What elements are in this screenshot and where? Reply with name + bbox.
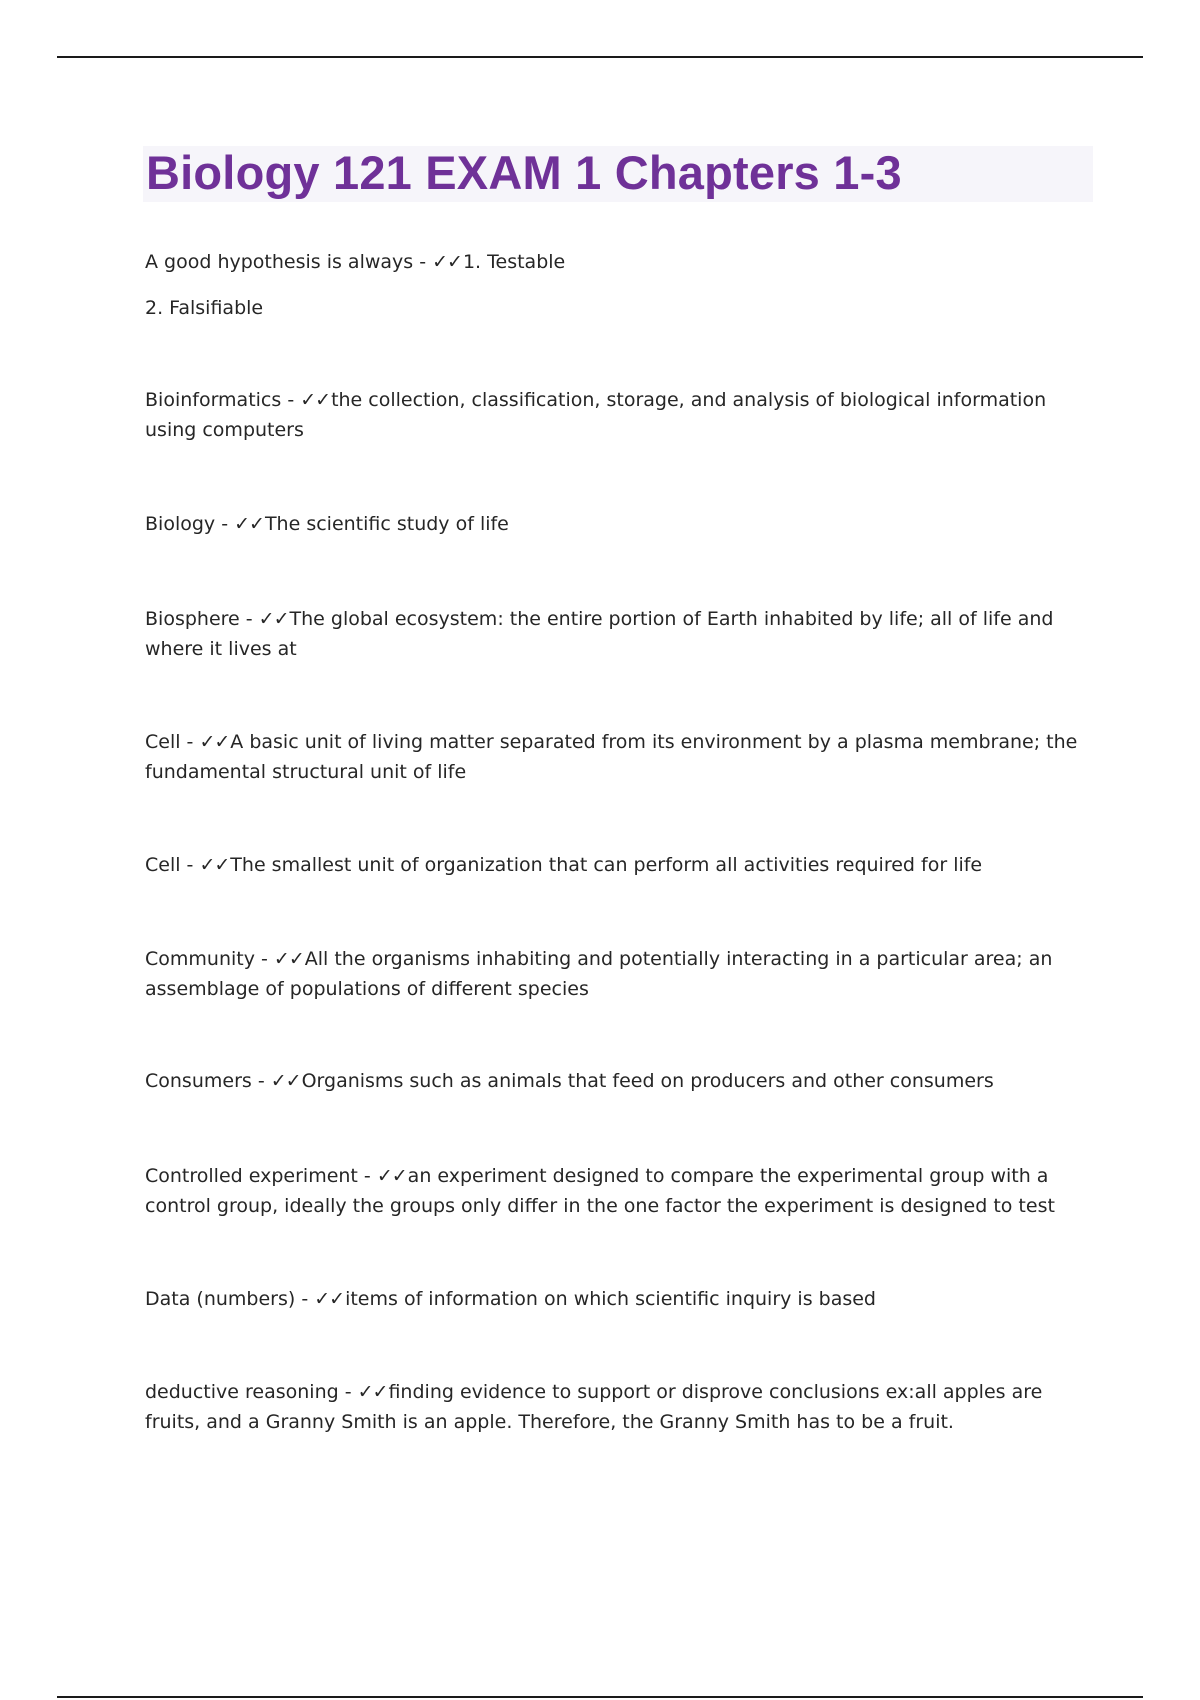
entry-definition: A basic unit of living matter separated from its environment by a plasma membrane; the fundamental structural unit of life (145, 731, 1078, 783)
check-mark-icon: ✓✓ (270, 1070, 301, 1092)
flashcard-entry (145, 1377, 1100, 1437)
entry-term: Cell (145, 854, 181, 876)
flashcard-entry (145, 509, 1100, 539)
entry-term: Biology (145, 513, 216, 535)
entry-term: Consumers (145, 1070, 252, 1092)
check-mark-icon: ✓✓ (273, 948, 304, 970)
entry-term: Cell (145, 731, 181, 753)
check-mark-icon: ✓✓ (199, 854, 230, 876)
entry-definition: All the organisms inhabiting and potentially interacting in a particular area; an assemblage of populations of different species (145, 948, 1053, 1000)
entry-definition: the collection, classification, storage, and analysis of biological information using computers (145, 389, 1047, 441)
entry-separator: - (413, 251, 433, 273)
entry-term: Data (numbers) (145, 1288, 296, 1310)
flashcard-entry (145, 1161, 1100, 1221)
entry-separator: - (180, 854, 200, 876)
entry-definition: The smallest unit of organization that can perform all activities required for life (230, 854, 983, 876)
check-mark-icon: ✓✓ (234, 513, 264, 535)
entry-term: Bioinformatics (145, 389, 282, 411)
entry-definition: The global ecosystem: the entire portion of Earth inhabited by life; all of life and where it lives at (145, 608, 1054, 660)
check-mark-icon: ✓✓ (432, 251, 462, 273)
flashcard-entry (145, 850, 1100, 880)
flashcard-entry-continuation (145, 293, 1100, 323)
entry-separator: - (215, 513, 235, 535)
flashcard-entry (145, 944, 1100, 1004)
check-mark-icon: ✓✓ (357, 1381, 388, 1403)
check-mark-icon: ✓✓ (258, 608, 289, 630)
entry-separator: - (239, 608, 259, 630)
entry-definition: finding evidence to support or disprove conclusions ex:all apples are fruits, and a Granny Smith is an apple. Therefore, the Granny Smith has to be a fruit. (145, 1381, 1043, 1433)
entry-term: A good hypothesis is always (145, 251, 414, 273)
page-title: Biology 121 EXAM 1 Chapters 1-3 (146, 146, 902, 199)
entry-definition: 1. Testable (462, 251, 566, 273)
entry-separator: - (357, 1165, 377, 1187)
check-mark-icon: ✓✓ (314, 1288, 345, 1310)
entry-term: Controlled experiment (145, 1165, 358, 1187)
entry-separator: - (251, 1070, 271, 1092)
footer-rule (57, 1696, 1143, 1698)
entry-separator: - (254, 948, 274, 970)
entry-definition: 2. Falsifiable (145, 297, 264, 319)
entry-separator: - (338, 1381, 358, 1403)
entry-term: deductive reasoning (145, 1381, 339, 1403)
entry-separator: - (281, 389, 301, 411)
entry-separator: - (295, 1288, 315, 1310)
flashcard-entry (145, 385, 1100, 445)
check-mark-icon: ✓✓ (300, 389, 331, 411)
entry-definition: items of information on which scientific inquiry is based (345, 1288, 876, 1310)
entry-term: Community (145, 948, 255, 970)
flashcard-entry (145, 1284, 1100, 1314)
flashcard-entry (145, 247, 1100, 277)
check-mark-icon: ✓✓ (376, 1165, 407, 1187)
header-rule (57, 56, 1143, 58)
entry-term: Biosphere (145, 608, 240, 630)
flashcard-entry (145, 1066, 1100, 1096)
entry-definition: an experiment designed to compare the experimental group with a control group, ideally the groups only differ in the one factor the experiment is designed to test (145, 1165, 1055, 1217)
flashcard-entry (145, 604, 1100, 664)
check-mark-icon: ✓✓ (199, 731, 230, 753)
entry-separator: - (180, 731, 200, 753)
entry-definition: The scientific study of life (264, 513, 509, 535)
flashcard-entry (145, 727, 1100, 787)
entry-definition: Organisms such as animals that feed on producers and other consumers (301, 1070, 994, 1092)
